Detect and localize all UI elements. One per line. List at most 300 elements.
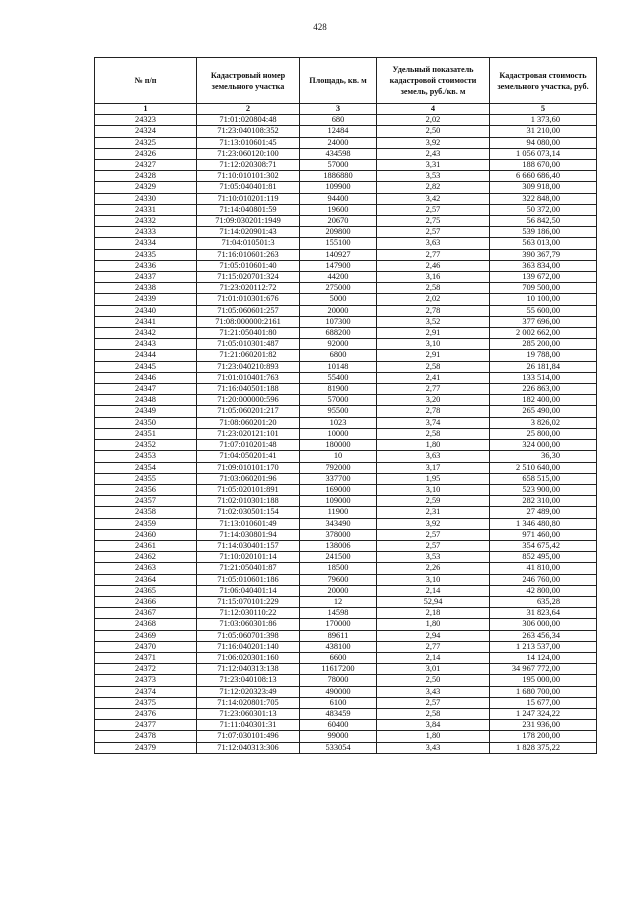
cell-specific-value: 3,84 [377,720,490,731]
table-row [95,238,597,249]
table-row [95,518,597,529]
table-row [95,697,597,708]
cell-specific-value: 2,77 [377,249,490,260]
column-number: 2 [197,104,300,115]
table-row [95,305,597,316]
table-row [95,585,597,596]
cell-area: 680 [300,115,377,126]
cell-specific-value: 2,75 [377,216,490,227]
cell-area: 18500 [300,563,377,574]
column-number-row [95,104,597,115]
cell-specific-value: 2,43 [377,148,490,159]
cell-cadastral-number: 71:02:030501:154 [197,507,300,518]
cell-specific-value: 2,50 [377,675,490,686]
cell-row-number: 24344 [95,350,197,361]
cell-specific-value: 2,18 [377,608,490,619]
cell-area: 6800 [300,350,377,361]
cell-row-number: 24361 [95,540,197,551]
cell-area: 209800 [300,227,377,238]
cell-area: 138006 [300,540,377,551]
cell-row-number: 24338 [95,283,197,294]
table-row [95,484,597,495]
cell-row-number: 24326 [95,148,197,159]
column-number: 5 [490,104,597,115]
cell-specific-value: 1,80 [377,731,490,742]
table-row [95,406,597,417]
table-row [95,339,597,350]
column-number: 4 [377,104,490,115]
cell-area: 109000 [300,496,377,507]
cell-specific-value: 2,57 [377,697,490,708]
cell-cadastral-number: 71:01:010401:763 [197,372,300,383]
cell-cadastral-cost: 390 367,79 [490,249,597,260]
cell-cadastral-cost: 94 080,00 [490,137,597,148]
table-row [95,451,597,462]
cell-area: 20000 [300,585,377,596]
header-cadastral-cost: Кадастровая стоимость земельного участка, руб. [490,58,597,104]
cell-area: 378000 [300,529,377,540]
table-header-row [95,58,597,104]
cell-cadastral-number: 71:15:070101:229 [197,596,300,607]
cell-cadastral-number: 71:23:060120:100 [197,148,300,159]
cell-row-number: 24335 [95,249,197,260]
cell-cadastral-number: 71:08:060201:20 [197,417,300,428]
cell-specific-value: 2,57 [377,204,490,215]
cell-cadastral-number: 71:23:020112:72 [197,283,300,294]
cell-cadastral-number: 71:05:010301:487 [197,339,300,350]
cell-cadastral-cost: 1 346 480,80 [490,518,597,529]
cell-row-number: 24347 [95,384,197,395]
cell-specific-value: 3,10 [377,484,490,495]
cell-cadastral-cost: 42 800,00 [490,585,597,596]
cell-area: 343490 [300,518,377,529]
cell-area: 1886880 [300,171,377,182]
cell-area: 78000 [300,675,377,686]
cell-cadastral-cost: 14 124,00 [490,652,597,663]
cell-row-number: 24332 [95,216,197,227]
cell-area: 275000 [300,283,377,294]
table-row [95,462,597,473]
cell-area: 792000 [300,462,377,473]
cell-row-number: 24330 [95,193,197,204]
table-row [95,619,597,630]
table-row [95,496,597,507]
cell-specific-value: 2,58 [377,361,490,372]
cell-area: 180000 [300,440,377,451]
cell-specific-value: 2,82 [377,182,490,193]
cell-cadastral-number: 71:09:030201:1949 [197,216,300,227]
cell-specific-value: 3,43 [377,686,490,697]
cell-area: 147900 [300,260,377,271]
cell-area: 20000 [300,305,377,316]
cell-specific-value: 3,20 [377,395,490,406]
cell-cadastral-number: 71:14:040801:59 [197,204,300,215]
cell-cadastral-cost: 285 200,00 [490,339,597,350]
cell-cadastral-cost: 2 002 662,00 [490,328,597,339]
cell-cadastral-cost: 265 490,00 [490,406,597,417]
cell-cadastral-number: 71:13:010601:49 [197,518,300,529]
cell-area: 92000 [300,339,377,350]
cell-cadastral-cost: 324 000,00 [490,440,597,451]
cell-specific-value: 2,57 [377,540,490,551]
cell-cadastral-number: 71:06:020301:160 [197,652,300,663]
cell-cadastral-cost: 231 936,00 [490,720,597,731]
cell-row-number: 24325 [95,137,197,148]
cell-cadastral-cost: 226 863,00 [490,384,597,395]
cell-area: 60400 [300,720,377,731]
cell-cadastral-cost: 1 373,60 [490,115,597,126]
table-row [95,428,597,439]
cell-specific-value: 3,52 [377,316,490,327]
cell-cadastral-cost: 563 013,00 [490,238,597,249]
table-row [95,596,597,607]
cell-specific-value: 2,14 [377,652,490,663]
cell-specific-value: 3,74 [377,417,490,428]
cell-cadastral-number: 71:13:010601:45 [197,137,300,148]
cell-row-number: 24341 [95,316,197,327]
cell-specific-value: 2,02 [377,294,490,305]
cell-cadastral-number: 71:20:000000:596 [197,395,300,406]
cell-cadastral-cost: 50 372,00 [490,204,597,215]
cell-row-number: 24360 [95,529,197,540]
table-row [95,171,597,182]
table-row [95,417,597,428]
cell-area: 20670 [300,216,377,227]
cell-cadastral-cost: 3 826,02 [490,417,597,428]
cell-cadastral-number: 71:03:060301:86 [197,619,300,630]
cell-row-number: 24354 [95,462,197,473]
cell-specific-value: 2,78 [377,305,490,316]
cell-cadastral-cost: 10 100,00 [490,294,597,305]
cell-cadastral-cost: 246 760,00 [490,574,597,585]
cell-cadastral-number: 71:12:030110:22 [197,608,300,619]
cell-cadastral-cost: 6 660 686,40 [490,171,597,182]
table-row [95,204,597,215]
cell-cadastral-number: 71:23:020121:101 [197,428,300,439]
cell-cadastral-number: 71:14:020801:705 [197,697,300,708]
cell-cadastral-cost: 19 788,00 [490,350,597,361]
cell-cadastral-cost: 306 000,00 [490,619,597,630]
cell-cadastral-cost: 1 056 073,14 [490,148,597,159]
cell-area: 81900 [300,384,377,395]
cell-specific-value: 2,94 [377,630,490,641]
cell-cadastral-number: 71:05:040401:81 [197,182,300,193]
table-row [95,664,597,675]
cell-specific-value: 1,80 [377,440,490,451]
cell-specific-value: 3,92 [377,518,490,529]
cadastral-value-table [94,57,597,754]
cell-cadastral-cost: 36,30 [490,451,597,462]
cell-cadastral-cost: 41 810,00 [490,563,597,574]
cell-row-number: 24350 [95,417,197,428]
cell-specific-value: 3,31 [377,160,490,171]
cell-area: 490000 [300,686,377,697]
cell-specific-value: 2,77 [377,641,490,652]
cell-area: 24000 [300,137,377,148]
cell-cadastral-number: 71:02:010301:188 [197,496,300,507]
cell-row-number: 24374 [95,686,197,697]
cell-row-number: 24365 [95,585,197,596]
cell-row-number: 24337 [95,272,197,283]
cell-area: 10 [300,451,377,462]
cell-cadastral-cost: 354 675,42 [490,540,597,551]
table-row [95,216,597,227]
column-number: 3 [300,104,377,115]
cell-area: 14598 [300,608,377,619]
cell-specific-value: 2,57 [377,227,490,238]
cell-area: 94400 [300,193,377,204]
cell-cadastral-cost: 139 672,00 [490,272,597,283]
cell-row-number: 24345 [95,361,197,372]
cell-specific-value: 2,58 [377,428,490,439]
cell-cadastral-cost: 635,28 [490,596,597,607]
table-row [95,574,597,585]
cell-cadastral-cost: 1 247 324,22 [490,708,597,719]
cell-row-number: 24339 [95,294,197,305]
table-row [95,731,597,742]
cell-specific-value: 2,77 [377,384,490,395]
table-row [95,148,597,159]
table-row [95,115,597,126]
cell-cadastral-number: 71:09:010101:170 [197,462,300,473]
cell-specific-value: 1,80 [377,619,490,630]
cell-specific-value: 52,94 [377,596,490,607]
cell-area: 533054 [300,742,377,753]
header-area: Площадь, кв. м [300,58,377,104]
cell-area: 79600 [300,574,377,585]
cell-row-number: 24373 [95,675,197,686]
table-row [95,641,597,652]
cell-specific-value: 3,10 [377,574,490,585]
cell-row-number: 24336 [95,260,197,271]
cell-specific-value: 2,78 [377,406,490,417]
cell-cadastral-cost: 263 456,34 [490,630,597,641]
cell-cadastral-number: 71:05:010601:40 [197,260,300,271]
cell-cadastral-cost: 182 400,00 [490,395,597,406]
column-number: 1 [95,104,197,115]
cell-cadastral-number: 71:16:040201:140 [197,641,300,652]
cell-area: 483459 [300,708,377,719]
cell-area: 241500 [300,552,377,563]
cell-row-number: 24363 [95,563,197,574]
cell-specific-value: 2,14 [377,585,490,596]
table-row [95,316,597,327]
cell-area: 44200 [300,272,377,283]
cell-cadastral-cost: 322 848,00 [490,193,597,204]
cell-cadastral-number: 71:10:020101:14 [197,552,300,563]
table-row [95,160,597,171]
cell-specific-value: 3,63 [377,451,490,462]
cell-specific-value: 3,43 [377,742,490,753]
cell-row-number: 24372 [95,664,197,675]
table-row [95,384,597,395]
cell-cadastral-cost: 27 489,00 [490,507,597,518]
table-row [95,372,597,383]
cell-row-number: 24329 [95,182,197,193]
table-row [95,272,597,283]
cell-cadastral-number: 71:06:040401:14 [197,585,300,596]
cell-row-number: 24367 [95,608,197,619]
table-row [95,686,597,697]
cell-cadastral-cost: 309 918,00 [490,182,597,193]
table-row [95,328,597,339]
cell-specific-value: 2,41 [377,372,490,383]
table-row [95,529,597,540]
cell-row-number: 24340 [95,305,197,316]
table-body [95,104,597,754]
cell-specific-value: 1,95 [377,473,490,484]
cell-row-number: 24358 [95,507,197,518]
cell-cadastral-number: 71:04:050201:41 [197,451,300,462]
table-row [95,563,597,574]
cell-row-number: 24371 [95,652,197,663]
cell-row-number: 24359 [95,518,197,529]
cell-cadastral-number: 71:01:020804:48 [197,115,300,126]
cell-cadastral-cost: 178 200,00 [490,731,597,742]
cell-area: 1023 [300,417,377,428]
table-row [95,361,597,372]
cell-area: 19600 [300,204,377,215]
cell-row-number: 24346 [95,372,197,383]
cell-specific-value: 3,53 [377,552,490,563]
cell-row-number: 24327 [95,160,197,171]
cell-area: 438100 [300,641,377,652]
cell-cadastral-number: 71:05:060601:257 [197,305,300,316]
cell-cadastral-cost: 539 186,00 [490,227,597,238]
cell-area: 6100 [300,697,377,708]
cell-cadastral-number: 71:05:020101:891 [197,484,300,495]
cell-row-number: 24370 [95,641,197,652]
cell-cadastral-cost: 2 510 640,00 [490,462,597,473]
cell-cadastral-number: 71:07:030101:496 [197,731,300,742]
cell-specific-value: 2,58 [377,708,490,719]
table-row [95,294,597,305]
cell-specific-value: 2,58 [377,283,490,294]
cell-specific-value: 3,17 [377,462,490,473]
cell-area: 12 [300,596,377,607]
cell-specific-value: 2,91 [377,328,490,339]
cell-row-number: 24323 [95,115,197,126]
table-row [95,742,597,753]
cell-area: 12484 [300,126,377,137]
header-cadastral-number: Кадастровый номер земельного участка [197,58,300,104]
cell-cadastral-number: 71:03:060201:96 [197,473,300,484]
cell-cadastral-number: 71:05:060701:398 [197,630,300,641]
cell-row-number: 24328 [95,171,197,182]
cell-cadastral-number: 71:05:060201:217 [197,406,300,417]
table-row [95,473,597,484]
cell-cadastral-number: 71:01:010301:676 [197,294,300,305]
cell-specific-value: 3,53 [377,171,490,182]
cell-area: 5000 [300,294,377,305]
cell-cadastral-cost: 377 696,00 [490,316,597,327]
cell-specific-value: 3,42 [377,193,490,204]
cell-specific-value: 2,31 [377,507,490,518]
cell-cadastral-number: 71:16:010601:263 [197,249,300,260]
cell-row-number: 24355 [95,473,197,484]
cell-row-number: 24369 [95,630,197,641]
cell-row-number: 24366 [95,596,197,607]
cell-row-number: 24348 [95,395,197,406]
cell-row-number: 24342 [95,328,197,339]
cell-cadastral-cost: 195 000,00 [490,675,597,686]
table-row [95,652,597,663]
cell-cadastral-number: 71:23:060301:13 [197,708,300,719]
cell-row-number: 24378 [95,731,197,742]
cell-area: 95500 [300,406,377,417]
cell-row-number: 24364 [95,574,197,585]
cell-cadastral-cost: 363 834,00 [490,260,597,271]
cell-cadastral-number: 71:15:020701:324 [197,272,300,283]
cell-cadastral-cost: 55 600,00 [490,305,597,316]
cell-cadastral-cost: 188 670,00 [490,160,597,171]
cell-row-number: 24379 [95,742,197,753]
cell-cadastral-number: 71:16:040501:188 [197,384,300,395]
cell-specific-value: 3,10 [377,339,490,350]
cell-cadastral-cost: 658 515,00 [490,473,597,484]
cell-cadastral-cost: 282 310,00 [490,496,597,507]
table-row [95,608,597,619]
cell-cadastral-number: 71:14:030801:94 [197,529,300,540]
cell-area: 170000 [300,619,377,630]
cell-area: 107300 [300,316,377,327]
cell-row-number: 24357 [95,496,197,507]
table-row [95,395,597,406]
cell-cadastral-number: 71:23:040210:893 [197,361,300,372]
cell-area: 6600 [300,652,377,663]
table-row [95,182,597,193]
table-row [95,193,597,204]
table-row [95,283,597,294]
table-row [95,720,597,731]
cell-row-number: 24377 [95,720,197,731]
cell-specific-value: 2,91 [377,350,490,361]
table-row [95,507,597,518]
cell-cadastral-cost: 1 680 700,00 [490,686,597,697]
cell-cadastral-cost: 31 823,64 [490,608,597,619]
cell-row-number: 24352 [95,440,197,451]
cell-row-number: 24351 [95,428,197,439]
cell-specific-value: 3,63 [377,238,490,249]
cell-row-number: 24333 [95,227,197,238]
cell-area: 89611 [300,630,377,641]
cell-area: 10148 [300,361,377,372]
cell-cadastral-number: 71:12:040313:138 [197,664,300,675]
cell-row-number: 24349 [95,406,197,417]
cell-cadastral-cost: 709 500,00 [490,283,597,294]
cell-row-number: 24376 [95,708,197,719]
table-row [95,137,597,148]
header-specific-value: Удельный показатель кадастровой стоимости земель, руб./кв. м [377,58,490,104]
cell-cadastral-cost: 852 495,00 [490,552,597,563]
cell-cadastral-number: 71:11:040301:31 [197,720,300,731]
cell-cadastral-number: 71:08:000000:2161 [197,316,300,327]
cell-cadastral-cost: 1 828 375,22 [490,742,597,753]
cell-row-number: 24343 [95,339,197,350]
cell-cadastral-cost: 523 900,00 [490,484,597,495]
table-row [95,227,597,238]
cell-cadastral-cost: 25 800,00 [490,428,597,439]
cell-cadastral-number: 71:21:060201:82 [197,350,300,361]
cell-cadastral-number: 71:21:050401:87 [197,563,300,574]
cell-specific-value: 2,50 [377,126,490,137]
page-number: 428 [313,22,327,32]
table-row [95,630,597,641]
cell-cadastral-cost: 971 460,00 [490,529,597,540]
cell-cadastral-cost: 31 210,00 [490,126,597,137]
cell-row-number: 24324 [95,126,197,137]
cell-cadastral-cost: 1 213 537,00 [490,641,597,652]
